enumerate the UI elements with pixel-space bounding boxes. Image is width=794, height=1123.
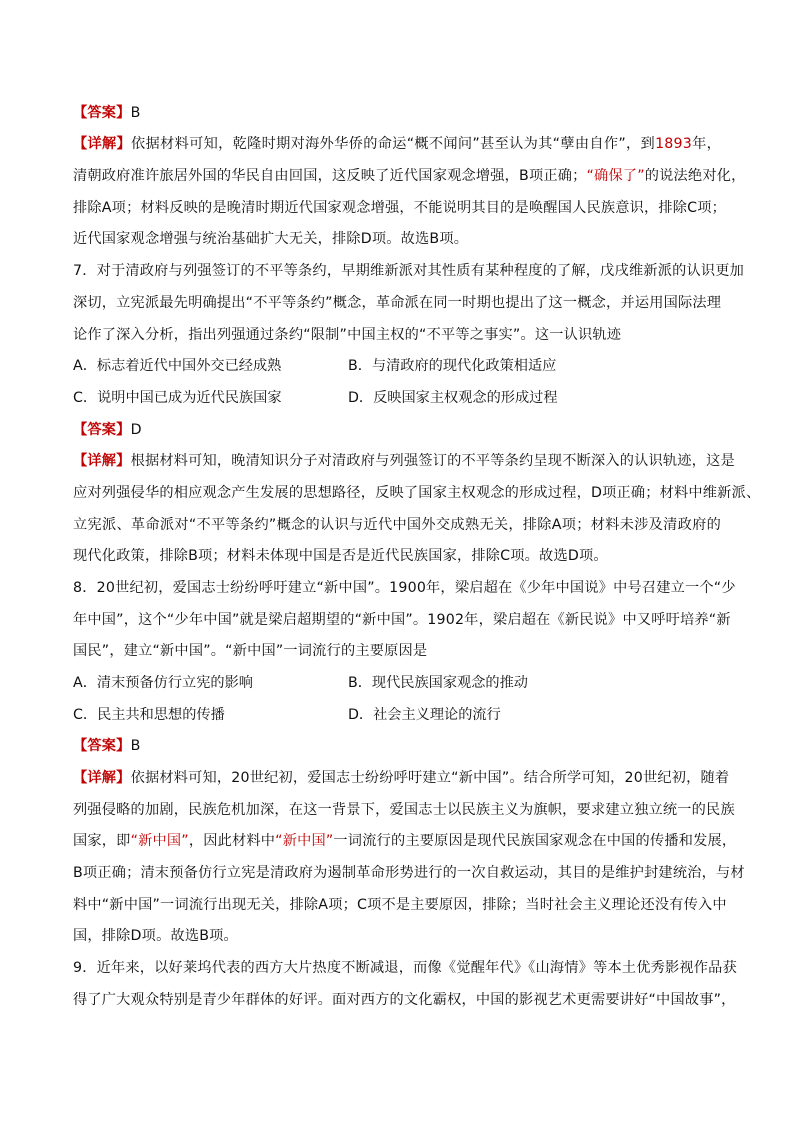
option-d: D．反映国家主权观念的形成过程 (348, 390, 558, 406)
detail-text: 清朝政府准许旅居外国的华民自由回国，这反映了近代国家观念增强，B项正确； (73, 168, 587, 184)
highlighted-phrase: “新中国” (130, 833, 189, 849)
option-c: C．说明中国已成为近代民族国家 (73, 390, 282, 406)
detail-line: B项正确；清末预备仿行立宪是清政府为遏制革命形势进行的一次自救运动，其目的是维护封建统治，与材 (73, 865, 745, 881)
question-7-stem: 深切，立宪派最先明确提出“不平等条约”概念，革命派在同一时期也提出了这一概念，并运用国际法理 (73, 295, 722, 311)
detail-text: 依据材料可知，乾隆时期对海外华侨的命运“概不闻问”甚至认为其“孽由自作”，到 (131, 136, 656, 152)
detail-text: 年， (691, 136, 721, 152)
detail-line: 立宪派、革命派对“不平等条约”概念的认识与近代中国外交成熟无关，排除A项；材料未涉及清政府的 (73, 517, 721, 533)
detail-text: 国家，即 (73, 833, 131, 849)
option-c: C．民主共和思想的传播 (73, 707, 225, 723)
option-b: B．现代民族国家观念的推动 (348, 675, 528, 691)
detail-line: 料中“新中国”一词流行出现无关，排除A项；C项不是主要原因，排除；当时社会主义理论还没有传入中 (73, 897, 727, 913)
option-b: B．与清政府的现代化政策相适应 (348, 358, 557, 374)
answer-line (73, 420, 142, 440)
option-d: D．社会主义理论的流行 (348, 707, 501, 723)
detail-year: 1893 (655, 136, 692, 152)
detail-tag: 【详解】 (73, 770, 131, 786)
question-8-stem: 国民”，建立“新中国”。“新中国”一词流行的主要原因是 (73, 643, 428, 659)
answer-tag: 【答案】 (73, 422, 131, 438)
detail-text: ，因此材料中 (188, 833, 276, 849)
answer-value: D (130, 422, 142, 438)
detail-tag: 【详解】 (73, 453, 131, 469)
detail-line (73, 134, 721, 154)
detail-line (73, 831, 737, 851)
answer-tag: 【答案】 (73, 105, 131, 121)
question-9-stem: 9．近年来，以好莱坞代表的西方大片热度不断减退，而像《觉醒年代》《山海情》等本土优秀影视作品获 (73, 960, 737, 976)
question-9-stem: 得了广大观众特别是青少年群体的好评。面对西方的文化霸权，中国的影视艺术更需要讲好“中国故事”， (73, 992, 736, 1008)
question-7-stem: 论作了深入分析，指出列强通过条约“限制”中国主权的“不平等之事实”。这一认识轨迹 (73, 327, 622, 343)
detail-text: 依据材料可知，20世纪初，爱国志士纷纷呼吁建立“新中国”。结合所学可知，20世纪初，随着 (130, 770, 730, 786)
option-a: A．清末预备仿行立宪的影响 (73, 675, 253, 691)
detail-line (73, 768, 730, 788)
detail-line (73, 451, 735, 471)
detail-line: 应对列强侵华的相应观念产生发展的思想路径，反映了国家主权观念的形成过程，D项正确；材料中维新派、 (73, 485, 761, 501)
detail-line: 近代国家观念增强与统治基础扩大无关，排除D项。故选B项。 (73, 231, 469, 247)
detail-line: 列强侵略的加剧，民族危机加深，在这一背景下，爱国志士以民族主义为旗帜，要求建立独立统一的民族 (73, 802, 735, 818)
answer-tag: 【答案】 (73, 738, 131, 754)
question-8-stem: 8．20世纪初，爱国志士纷纷呼吁建立“新中国”。1900年，梁启超在《少年中国说》中号召建立一个“少 (73, 580, 736, 596)
question-7-stem: 7．对于清政府与列强签订的不平等条约，早期维新派对其性质有某种程度的了解，戊戌维新派的认识更加 (73, 263, 745, 279)
detail-text: 根据材料可知，晚清知识分子对清政府与列强签订的不平等条约呈现不断深入的认识轨迹，这是 (130, 453, 735, 469)
detail-line: 现代化政策，排除B项；材料未体现中国是否是近代民族国家，排除C项。故选D项。 (73, 548, 608, 564)
answer-line (73, 103, 141, 123)
detail-text: 的说法绝对化， (644, 168, 746, 184)
detail-line: 排除A项；材料反映的是晚清时期近代国家观念增强，不能说明其目的是唤醒国人民族意识，排除C项； (73, 200, 727, 216)
highlighted-phrase: “确保了” (586, 168, 645, 184)
detail-tag: 【详解】 (73, 136, 132, 152)
answer-value: B (130, 105, 141, 121)
answer-line (73, 736, 141, 756)
answer-value: B (130, 738, 141, 754)
detail-line: 国，排除D项。故选B项。 (73, 928, 238, 944)
question-8-stem: 年中国”，这个“少年中国”就是梁启超期望的“新中国”。1902年，梁启超在《新民说》中又呼吁培养“新 (73, 612, 731, 628)
highlighted-phrase: “新中国” (275, 833, 334, 849)
option-a: A．标志着近代中国外交已经成熟 (73, 358, 282, 374)
detail-text: 一词流行的主要原因是现代民族国家观念在中国的传播和发展， (333, 833, 737, 849)
detail-line (73, 166, 746, 186)
